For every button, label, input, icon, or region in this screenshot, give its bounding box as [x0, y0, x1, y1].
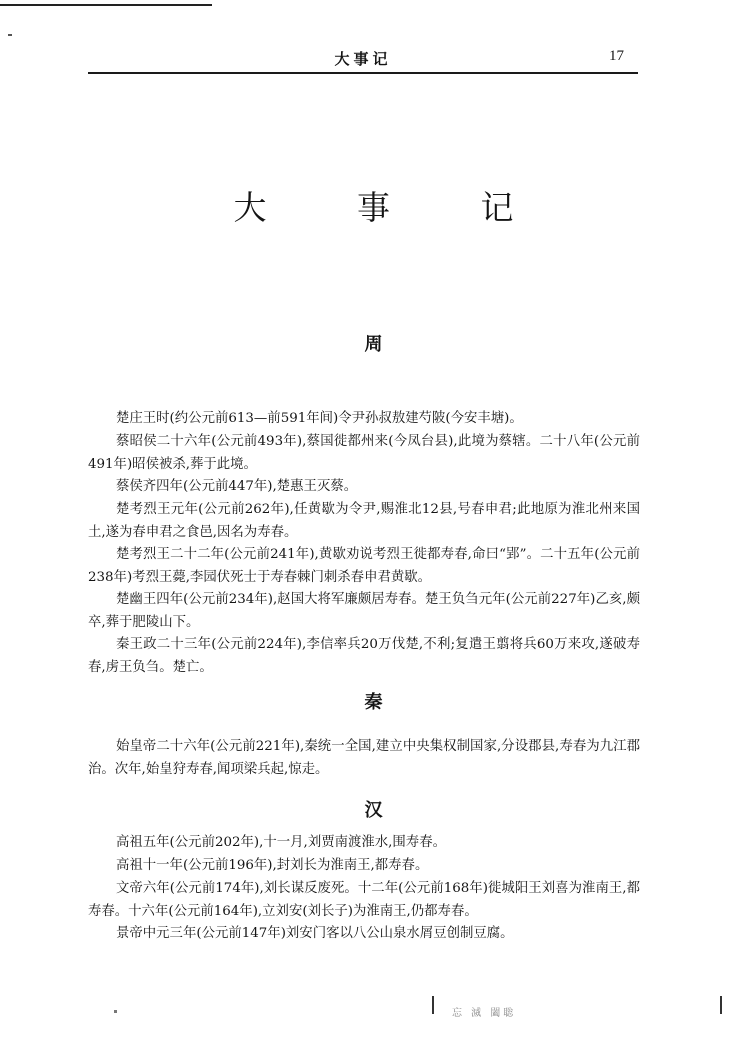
header-rule	[88, 72, 638, 74]
entry-paragraph: 高祖十一年(公元前196年),封刘长为淮南王,都寿春。	[116, 858, 429, 873]
section-heading-qin: 秦	[364, 692, 383, 713]
scan-speck	[114, 1010, 117, 1013]
entry-paragraph: 景帝中元三年(公元前147年)刘安门客以八公山泉水屑豆创制豆腐。	[116, 926, 514, 941]
entry-paragraph: 楚考烈王元年(公元前262年),任黄歇为令尹,赐淮北12县,号春申君;此地原为淮北州来国土,遂为春申君之食邑,因名为寿春。	[88, 502, 640, 540]
entry-paragraph: 文帝六年(公元前174年),刘长谋反废死。十二年(公元前168年)徙城阳王刘喜为淮南王,都寿春。十六年(公元前164年),立刘安(刘长子)为淮南王,仍都寿春。	[88, 881, 640, 919]
entry-paragraph: 高祖五年(公元前202年),十一月,刘贾南渡淮水,围寿春。	[116, 835, 446, 850]
entry-paragraph: 楚考烈王二十二年(公元前241年),黄歇劝说考烈王徙都寿春,命曰“郢”。二十五年(公元前238年)考烈王薨,李园伏死士于寿春棘门刺杀春申君黄歇。	[88, 547, 640, 585]
entry-paragraph: 楚庄王时(约公元前613—前591年间)令尹孙叔敖建芍陂(今安丰塘)。	[116, 411, 523, 426]
entry-paragraph: 始皇帝二十六年(公元前221年),秦统一全国,建立中央集权制国家,分设郡县,寿春为九江郡治。次年,始皇狩寿春,闻项梁兵起,惊走。	[88, 739, 640, 777]
running-title: 大事记	[334, 50, 392, 68]
entry-paragraph: 秦王政二十三年(公元前224年),李信率兵20万伐楚,不利;复遣王翦将兵60万来攻,遂破寿春,虏王负刍。楚亡。	[88, 637, 640, 675]
scan-edge-line	[0, 4, 212, 6]
scan-bar	[720, 996, 722, 1014]
section-heading-zhou: 周	[364, 334, 383, 355]
section-heading-han: 汉	[364, 800, 383, 821]
scan-artifacts	[0, 996, 747, 1026]
document-title: 大 事 记	[233, 188, 554, 228]
scan-edge-mark	[8, 34, 12, 36]
running-head	[88, 48, 638, 74]
entry-paragraph: 楚幽王四年(公元前234年),赵国大将军廉颇居寿春。楚王负刍元年(公元前227年)乙亥,颇卒,葬于肥陵山下。	[88, 592, 640, 630]
scan-noise-text: 忘 滅 闔聡	[452, 1008, 517, 1019]
entry-paragraph: 蔡昭侯二十六年(公元前493年),蔡国徙都州来(今凤台县),此境为蔡辖。二十八年(公元前491年)昭侯被杀,葬于此境。	[88, 434, 640, 472]
entry-paragraph: 蔡侯齐四年(公元前447年),楚惠王灭蔡。	[116, 479, 358, 494]
page-number: 17	[609, 48, 624, 64]
scan-bar	[432, 996, 434, 1014]
